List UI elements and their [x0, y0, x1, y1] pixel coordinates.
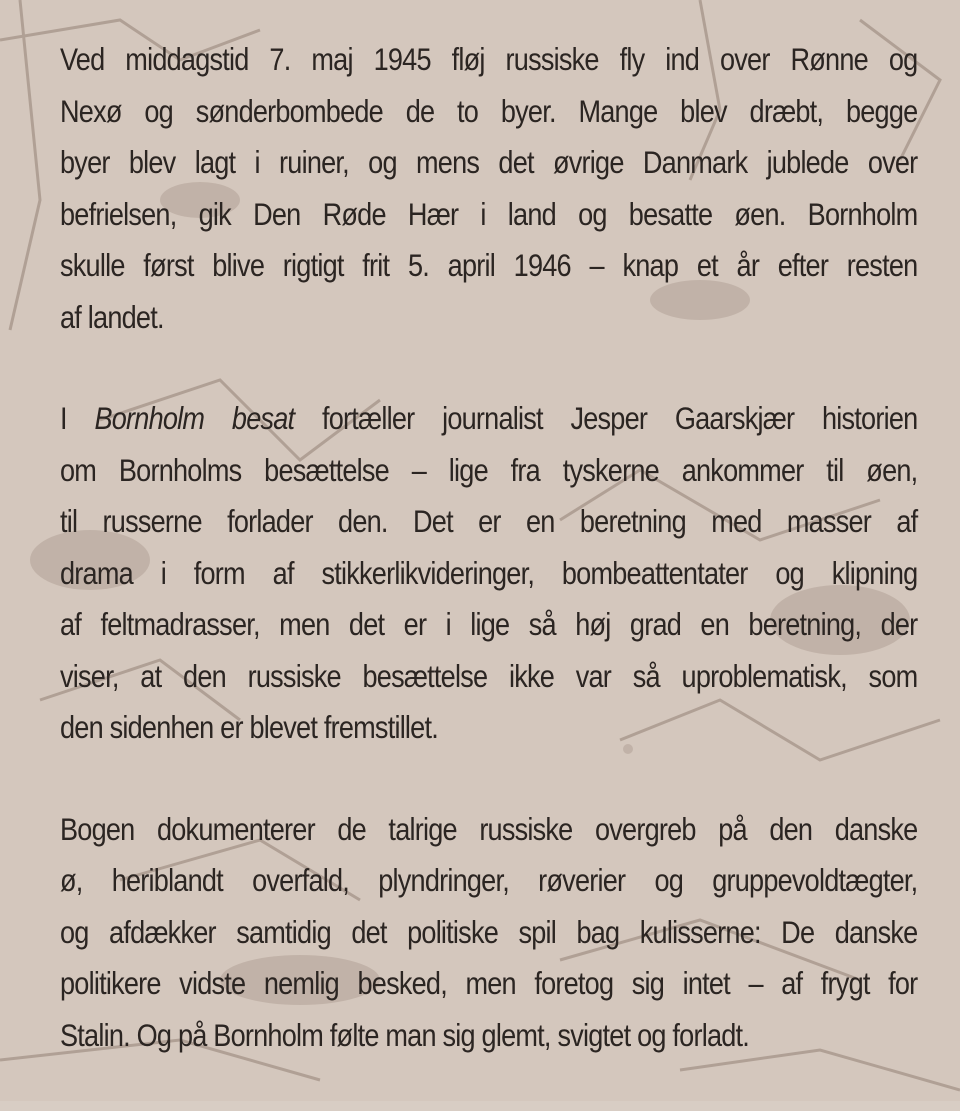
text-line: af feltmadrasser, men det er i lige så høj grad en beretning, der — [60, 606, 918, 642]
text-line: befrielsen, gik Den Røde Hær i land og besatte øen. Bornholm — [60, 195, 918, 232]
text-line: den sidenhen er blevet fremstillet. — [60, 709, 438, 745]
text-line: politikere vidste nemlig besked, men foretog sig intet – af frygt for — [60, 965, 918, 1001]
text-line: Bogen dokumenterer de talrige russiske overgreb på den danske — [60, 810, 918, 847]
paragraph-2 — [60, 393, 917, 754]
paragraph-1 — [60, 34, 917, 343]
back-cover-text — [60, 34, 918, 1111]
text-line: Ved middagstid 7. maj 1945 fløj russiske fly ind over Rønne og — [60, 41, 918, 77]
text-line: og afdækker samtidig det politiske spil bag kulisserne: De danske — [60, 913, 918, 950]
text-line: Nexø og sønderbombede de to byer. Mange blev dræbt, begge — [60, 92, 918, 129]
text-line: om Bornholms besættelse – lige fra tyskerne ankommer til øen, — [60, 451, 918, 488]
text-line: ø, heriblandt overfald, plyndringer, røverier og gruppevoldtægter, — [60, 862, 918, 898]
text-line: viser, at den russiske besættelse ikke var så uproblematisk, som — [60, 657, 918, 694]
text-line: til russerne forlader den. Det er en beretning med masser af — [60, 503, 918, 539]
text-suffix: fortæller journalist Jesper Gaarskjær historien — [294, 400, 918, 436]
text-line-first — [60, 393, 917, 445]
paragraph-3 — [60, 804, 917, 1062]
text-line: skulle først blive rigtigt frit 5. april 1946 – knap et år efter resten — [60, 247, 918, 283]
text-line: byer blev lagt i ruiner, og mens det øvrige Danmark jublede over — [60, 144, 918, 180]
text-line: af landet. — [60, 298, 164, 335]
text-line: Stalin. Og på Bornholm følte man sig glemt, svigtet og forladt. — [60, 1016, 750, 1053]
text-prefix: I — [60, 400, 95, 436]
book-title: Bornholm besat — [94, 400, 295, 436]
text-line: drama i form af stikkerlikvideringer, bombeattentater og klipning — [60, 554, 918, 591]
